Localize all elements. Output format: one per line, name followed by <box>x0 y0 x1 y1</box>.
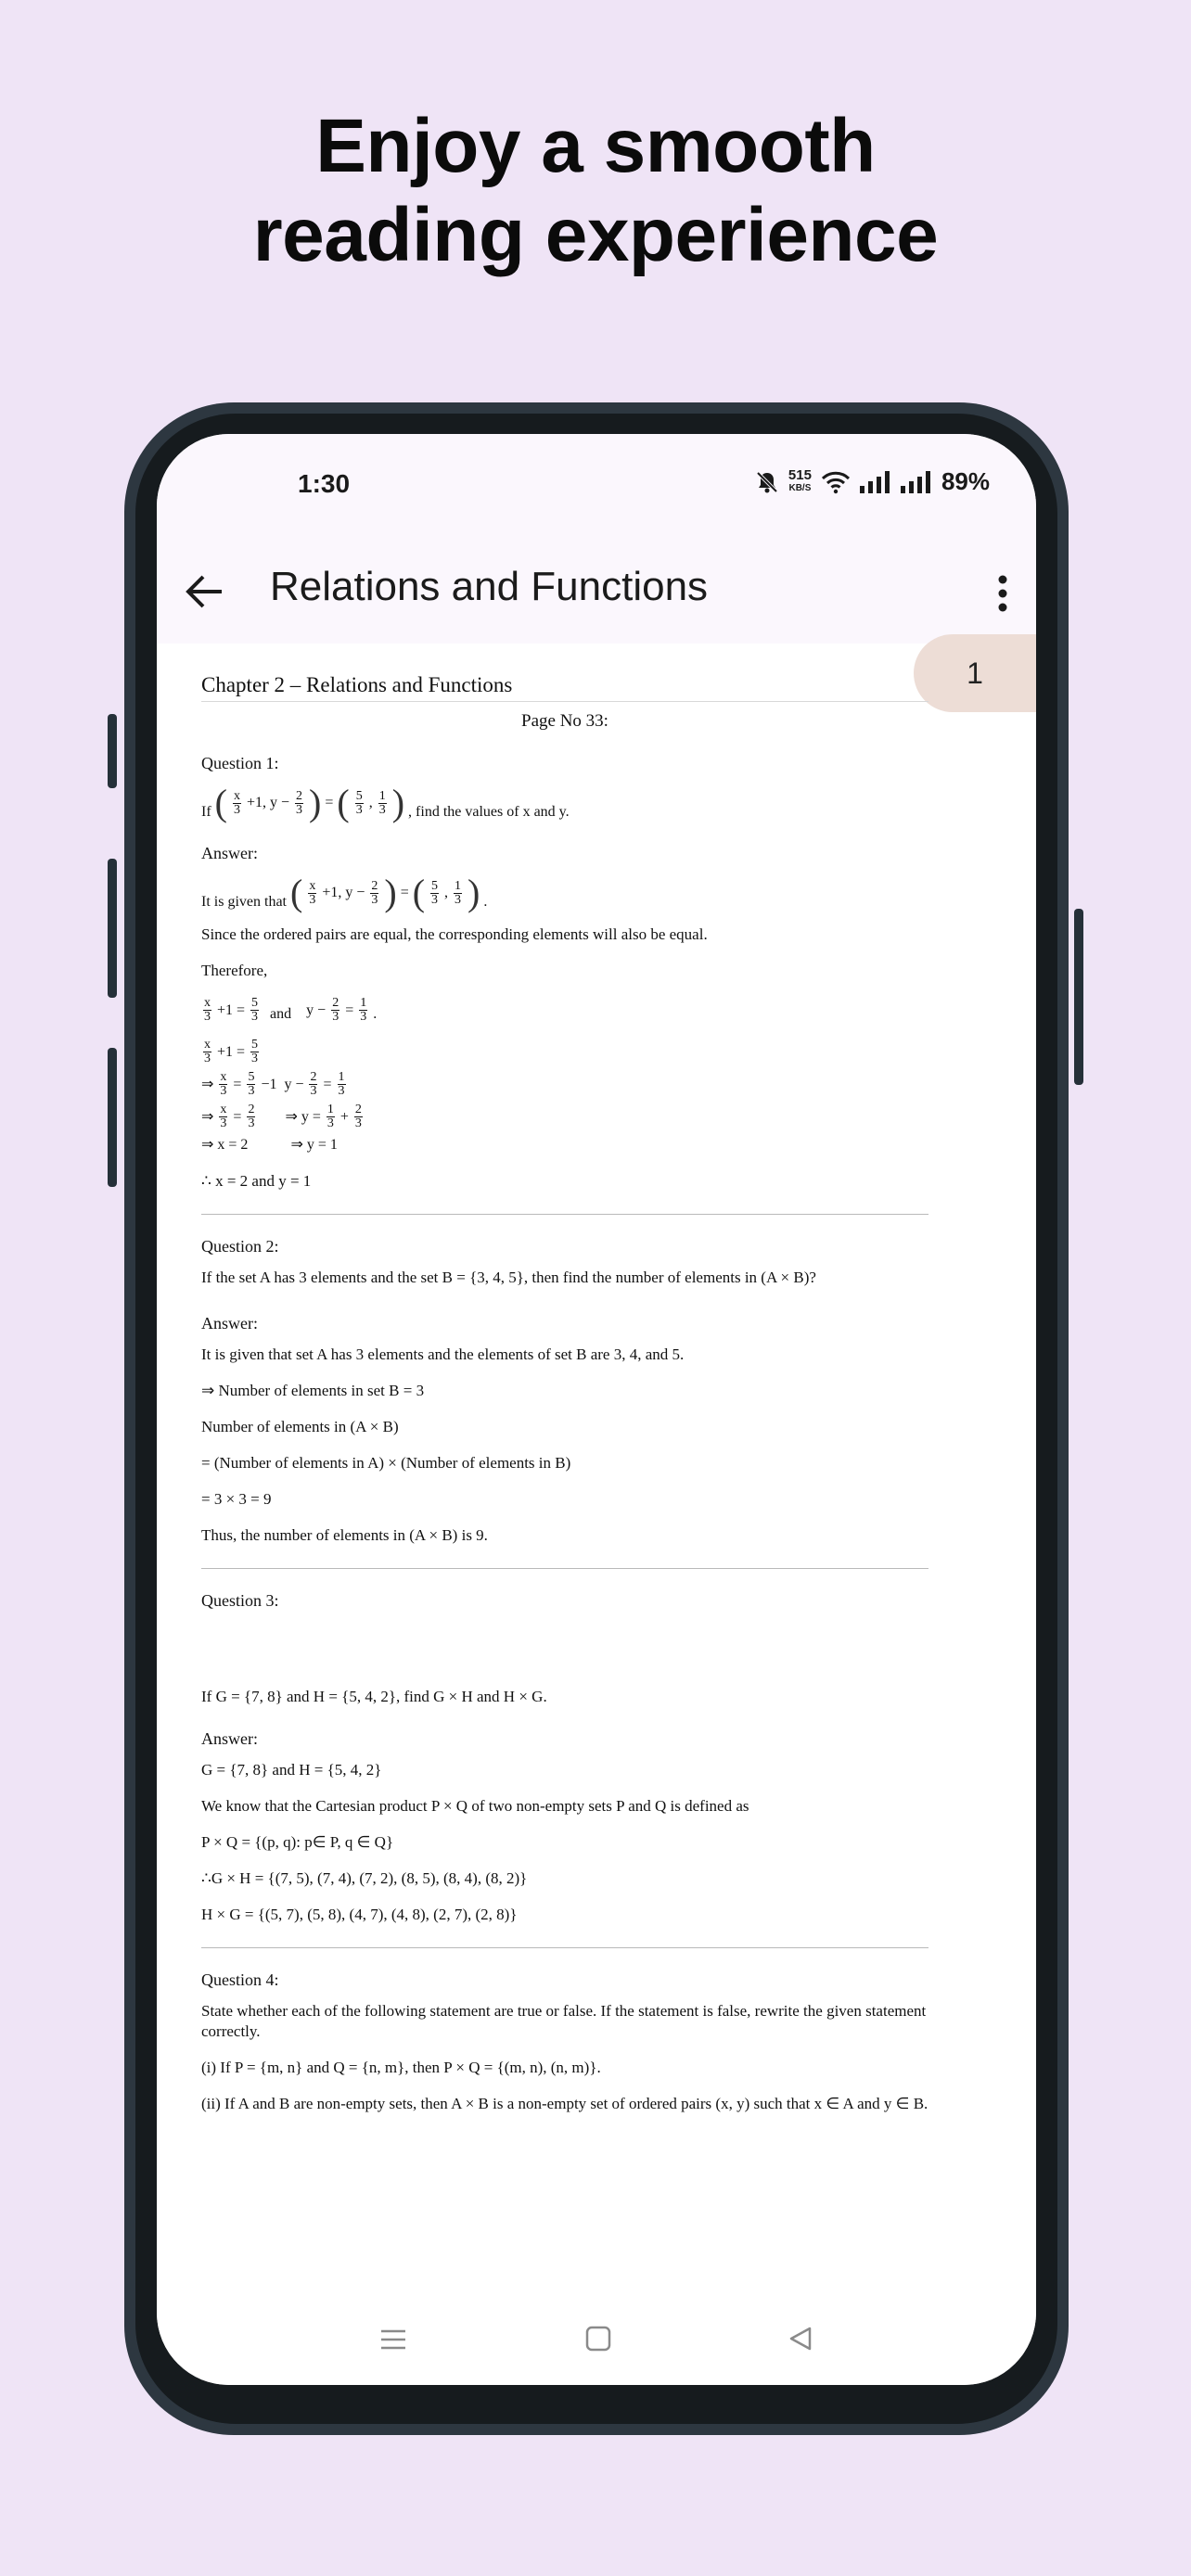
chapter-heading: Chapter 2 – Relations and Functions <box>201 673 928 702</box>
network-speed-unit: KB/S <box>788 482 812 493</box>
math-fraction: $\frac{1}{3}$ <box>338 1070 345 1098</box>
answer-label: Answer: <box>201 1729 258 1748</box>
math-fraction: $\frac{5}{3}$ <box>251 1038 259 1065</box>
math-paren: ) <box>467 872 480 913</box>
statement-ii: (ii) If A and B are non-empty sets, then A × B is a non-empty set of ordered pairs (x, y) such that x ∈ A and y ∈ B. <box>201 2095 928 2112</box>
math-term: . <box>483 894 488 910</box>
question-1-find: , find the values of x and y. <box>408 804 570 820</box>
math-paren: ) <box>384 872 397 913</box>
math-term: y − <box>306 1001 327 1018</box>
question-3-text: If G = {7, 8} and H = {5, 4, 2}, find G × H and H × G. <box>201 1688 547 1705</box>
math-fraction: $\frac{x}{3}$ <box>220 1070 227 1098</box>
question-1-title: Question 1: <box>201 754 279 772</box>
math-term: ⇒ y = <box>285 1108 321 1125</box>
question-1-statement <box>201 784 928 822</box>
math-paren: ( <box>337 782 350 823</box>
math-fraction: $\frac{5}{3}$ <box>248 1070 255 1098</box>
page-number-label: Page No 33: <box>521 711 608 731</box>
math-paren: ( <box>412 872 426 913</box>
math-fraction: $\frac{2}{3}$ <box>332 996 339 1024</box>
math-term: ⇒ <box>201 1108 214 1125</box>
navigation-bar <box>157 2302 1036 2385</box>
phone-screen <box>157 434 1036 2385</box>
section-divider <box>201 1568 928 1569</box>
answer-line: G = {7, 8} and H = {5, 4, 2} <box>201 1761 382 1779</box>
math-term: . <box>373 1006 378 1022</box>
math-term: = <box>323 1076 332 1092</box>
phone-side-button <box>1074 909 1083 1085</box>
math-fraction: $\frac{x}{3}$ <box>233 788 240 817</box>
math-term: ⇒ x = 2 <box>201 1137 249 1153</box>
math-term: ⇒ <box>201 1076 214 1092</box>
phone-side-button <box>108 1048 117 1187</box>
status-icons <box>755 467 990 496</box>
answer-line: Number of elements in (A × B) <box>201 1418 399 1435</box>
math-fraction: $\frac{2}{3}$ <box>310 1070 317 1098</box>
step-row <box>201 1071 928 1098</box>
status-time: 1:30 <box>298 469 351 498</box>
answer-line: H × G = {(5, 7), (5, 8), (4, 7), (4, 8), (2, 7), (2, 8)} <box>201 1906 518 1923</box>
headline-line-2: reading experience <box>252 193 939 277</box>
recent-apps-icon[interactable] <box>379 2327 407 2352</box>
math-term: = <box>233 1076 242 1092</box>
home-icon[interactable] <box>585 2326 611 2352</box>
math-term: +1 = <box>217 1043 246 1060</box>
app-bar <box>157 536 1036 644</box>
network-speed <box>788 466 812 495</box>
math-fraction: $\frac{1}{3}$ <box>360 996 367 1024</box>
answer-label: Answer: <box>201 1314 258 1333</box>
page-title: Relations and Functions <box>270 564 709 609</box>
statement-i: (i) If P = {m, n} and Q = {n, m}, then P × Q = {(m, n), (n, m)}. <box>201 2059 601 2076</box>
explanation-text: Since the ordered pairs are equal, the corresponding elements will also be equal. <box>201 925 708 943</box>
math-term: +1, y − <box>246 795 290 810</box>
section-divider <box>201 1214 928 1215</box>
math-term: = <box>345 1001 354 1018</box>
answer-line: ⇒ Number of elements in set B = 3 <box>201 1382 425 1399</box>
battery-percentage: 89% <box>941 467 990 495</box>
math-paren: ) <box>391 782 405 823</box>
headline-line-1: Enjoy a smooth <box>315 104 876 188</box>
math-fraction: $\frac{1}{3}$ <box>327 1103 334 1130</box>
math-term: ⇒ y = 1 <box>290 1137 338 1153</box>
answer-line: ∴G × H = {(7, 5), (7, 4), (7, 2), (8, 5), (8, 4), (8, 2)} <box>201 1869 528 1887</box>
network-speed-value: 515 <box>788 466 812 483</box>
math-term: = <box>233 1108 242 1125</box>
question-2-text: If the set A has 3 elements and the set B = {3, 4, 5}, then find the number of elements in (A × B)? <box>201 1269 816 1286</box>
math-term: = <box>325 795 334 810</box>
page-number-badge[interactable]: 1 <box>914 634 1036 712</box>
phone-side-button <box>108 714 117 788</box>
back-arrow-icon[interactable] <box>185 573 225 610</box>
question-3-title: Question 3: <box>201 1591 279 1610</box>
equation-pair <box>201 997 928 1024</box>
math-term: +1 = <box>217 1001 246 1018</box>
answer-label: Answer: <box>201 844 258 862</box>
math-term: −1 y − <box>261 1076 304 1092</box>
back-nav-icon[interactable] <box>788 2326 813 2352</box>
math-fraction: $\frac{x}{3}$ <box>309 878 316 907</box>
math-term: + <box>339 1108 349 1125</box>
solution-steps <box>201 1039 928 1154</box>
math-fraction: $\frac{2}{3}$ <box>354 1103 362 1130</box>
question-4-text: State whether each of the following statement are true or false. If the statement is false, rewrite the given statement correctly. <box>201 2002 927 2040</box>
math-paren: ) <box>309 782 322 823</box>
given-statement <box>201 874 928 912</box>
math-fraction: $\frac{5}{3}$ <box>431 878 439 907</box>
promo-headline <box>0 102 1191 280</box>
math-fraction: $\frac{x}{3}$ <box>204 996 211 1024</box>
math-fraction: $\frac{5}{3}$ <box>251 996 259 1024</box>
math-fraction: $\frac{1}{3}$ <box>378 788 386 817</box>
math-paren: ( <box>289 872 303 913</box>
math-fraction: $\frac{2}{3}$ <box>248 1103 255 1130</box>
and-label: and <box>270 1006 292 1022</box>
answer-line: Thus, the number of elements in (A × B) is 9. <box>201 1526 488 1544</box>
more-options-icon[interactable] <box>997 575 1008 612</box>
answer-line: = 3 × 3 = 9 <box>201 1490 272 1508</box>
math-term: , <box>444 885 449 900</box>
answer-line: P × Q = {(p, q): p∈ P, q ∈ Q} <box>201 1833 394 1851</box>
signal-icon <box>860 471 891 493</box>
document-content <box>201 673 928 2130</box>
if-label: If <box>201 804 211 820</box>
math-fraction: $\frac{5}{3}$ <box>355 788 363 817</box>
answer-line: = (Number of elements in A) × (Number of elements in B) <box>201 1454 571 1472</box>
question-2-title: Question 2: <box>201 1237 279 1256</box>
math-fraction: $\frac{x}{3}$ <box>220 1103 227 1130</box>
phone-side-button <box>108 859 117 998</box>
math-fraction: $\frac{1}{3}$ <box>455 878 462 907</box>
answer-line: It is given that set A has 3 elements and the elements of set B are 3, 4, and 5. <box>201 1345 685 1363</box>
therefore-label: Therefore, <box>201 962 268 979</box>
result-text: ∴ x = 2 and y = 1 <box>201 1172 312 1190</box>
math-paren: ( <box>214 782 227 823</box>
section-divider <box>201 1947 928 1948</box>
given-label: It is given that <box>201 894 287 910</box>
answer-line: We know that the Cartesian product P × Q of two non-empty sets P and Q is defined as <box>201 1797 749 1815</box>
signal-icon <box>901 471 932 493</box>
status-bar <box>157 434 1036 536</box>
math-term: , <box>368 795 373 810</box>
math-fraction: $\frac{x}{3}$ <box>204 1038 211 1065</box>
step-row <box>201 1136 928 1154</box>
question-4-title: Question 4: <box>201 1970 279 1989</box>
step-row <box>201 1103 928 1130</box>
step-row <box>201 1039 928 1065</box>
wifi-icon <box>821 470 851 494</box>
math-term: +1, y − <box>322 885 365 900</box>
math-term: = <box>400 885 409 900</box>
mute-bell-icon <box>755 470 779 494</box>
math-fraction: $\frac{2}{3}$ <box>371 878 378 907</box>
math-fraction: $\frac{2}{3}$ <box>296 788 303 817</box>
